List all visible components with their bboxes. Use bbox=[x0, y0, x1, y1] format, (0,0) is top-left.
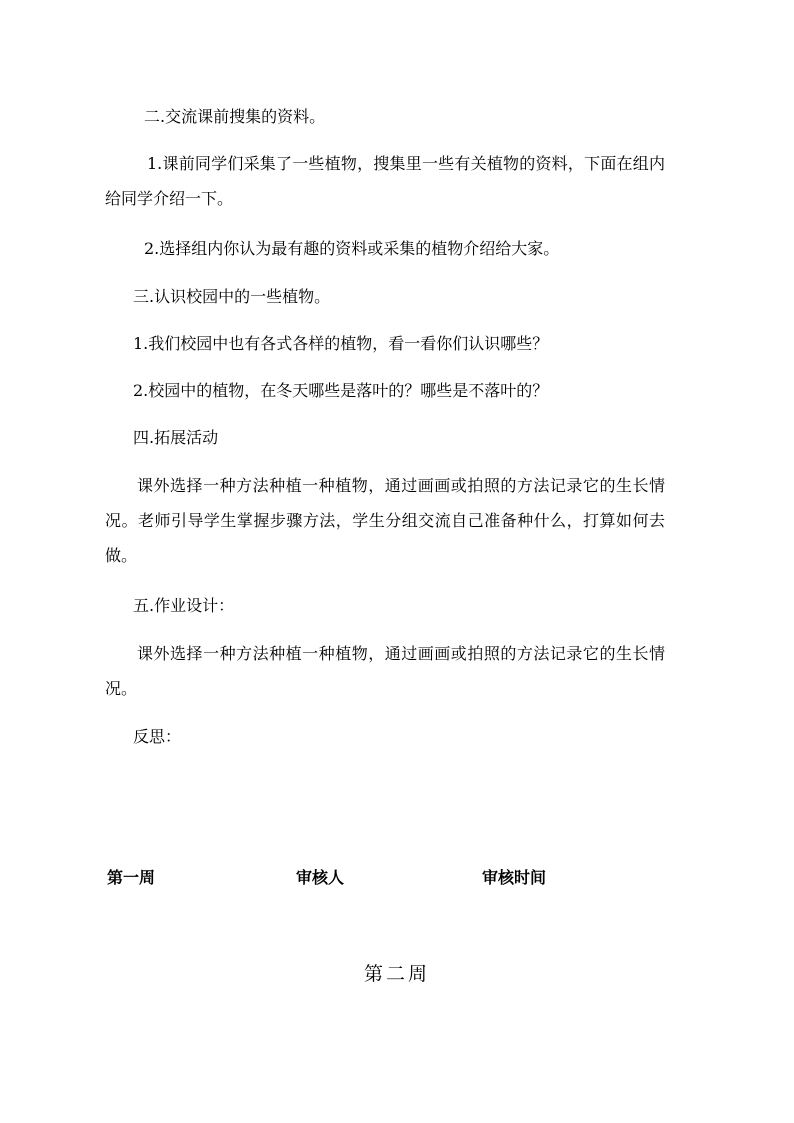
week-label: 第一周 bbox=[107, 868, 156, 887]
section-3-heading: 三.认识校园中的一些植物。 bbox=[133, 287, 331, 306]
section-2-item-2: 2.选择组内你认为最有趣的资料或采集的植物介绍给大家。 bbox=[144, 239, 560, 258]
section-4-body: 课外选择一种方法种植一种植物，通过画画或拍照的方法记录它的生长情况。老师引导学生掌握步骤方法，学生分组交流自己准备种什么，打算如何去做。 bbox=[105, 476, 665, 565]
section-5-body: 课外选择一种方法种植一种植物，通过画画或拍照的方法记录它的生长情况。 bbox=[105, 644, 665, 698]
section-5-heading: 五.作业设计： bbox=[133, 596, 235, 615]
section-4-heading: 四.拓展活动 bbox=[133, 428, 219, 447]
section-3-item-1: 1.我们校园中也有各式各样的植物，看一看你们认识哪些？ bbox=[133, 334, 549, 353]
section-3-item-2: 2.校园中的植物，在冬天哪些是落叶的？哪些是不落叶的？ bbox=[133, 381, 549, 400]
reflection-label: 反思： bbox=[133, 727, 182, 746]
review-time-label: 审核时间 bbox=[482, 868, 547, 887]
section-2-heading: 二.交流课前搜集的资料。 bbox=[144, 107, 326, 126]
next-week-heading: 第二周 bbox=[363, 963, 430, 985]
section-2-item-1: 1.课前同学们采集了一些植物，搜集里一些有关植物的资料，下面在组内给同学介绍一下。 bbox=[105, 154, 665, 208]
reviewer-label: 审核人 bbox=[296, 868, 345, 887]
